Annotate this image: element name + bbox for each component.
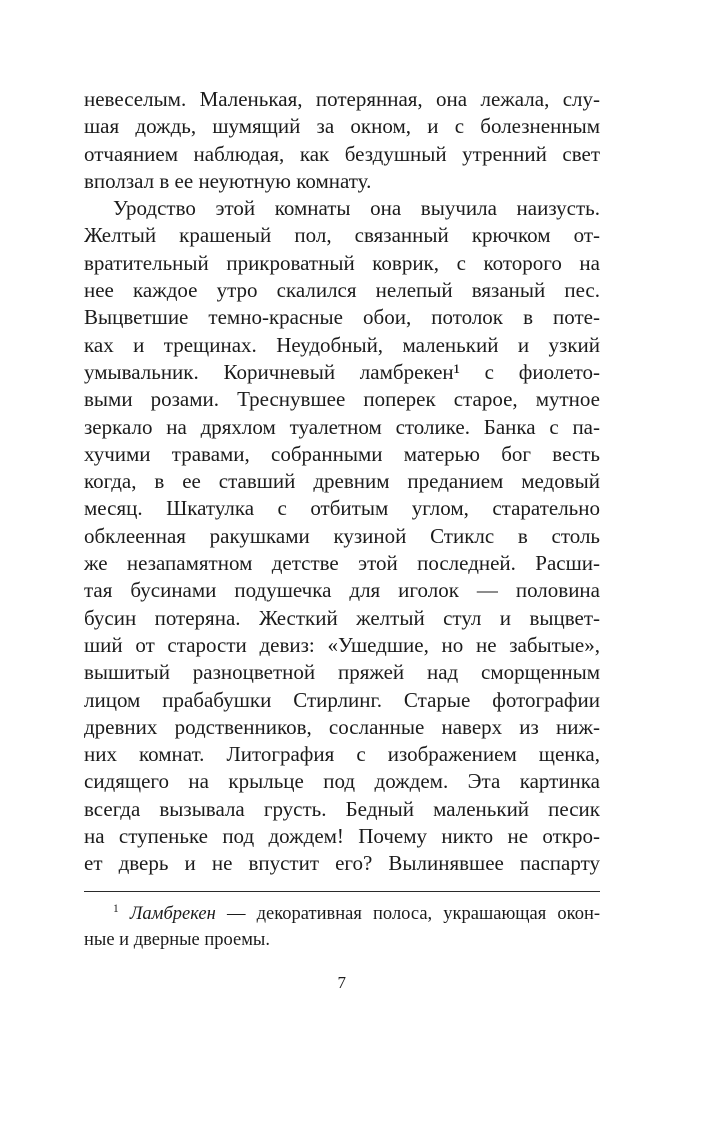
text-line: зеркало на дряхлом туалетном столике. Банка с па-	[84, 414, 600, 439]
text-line: ший от старости девиз: «Ушедшие, но не забытые»,	[84, 632, 600, 657]
footnote-term: Ламбрекен	[129, 903, 216, 924]
footnote-line: ные и дверные проемы.	[84, 929, 270, 950]
text-line: них комнат. Литография с изображением щенка,	[84, 742, 600, 767]
text-line: Уродство этой комнаты она выучила наизусть.	[113, 196, 600, 221]
text-line: невеселым. Маленькая, потерянная, она лежала, слу-	[84, 87, 600, 111]
text-line: ках и трещинах. Неудобный, маленький и узкий	[84, 332, 600, 357]
text-line: всегда вызывала грусть. Бедный маленький песик	[84, 796, 600, 821]
text-line: бусин потеряна. Жесткий желтый стул и выцвет-	[84, 605, 600, 630]
text-line: вползал в ее неуютную комнату.	[84, 168, 372, 193]
footnote-line	[84, 901, 600, 927]
text-line: сидящего на крыльце под дождем. Эта картинка	[84, 769, 600, 794]
page-number: 7	[337, 972, 347, 992]
text-line: ет дверь и не впустит его? Вылинявшее паспарту	[84, 851, 600, 876]
text-line: вратительный прикроватный коврик, с которого на	[84, 250, 600, 275]
text-line: обклеенная ракушками кузиной Стиклс в столь	[84, 523, 600, 548]
text-line: хучими травами, собранными матерью бог весть	[84, 441, 600, 466]
text-line: умывальник. Коричневый ламбрекен¹ с фиолето-	[84, 359, 600, 384]
text-line: лицом прабабушки Стирлинг. Старые фотографии	[84, 687, 600, 712]
text-line: отчаянием наблюдая, как бездушный утренний свет	[84, 141, 600, 166]
text-column	[84, 86, 600, 996]
footnote-rule	[84, 891, 600, 892]
footnote-text: — декоративная полоса, украшающая окон-	[226, 903, 601, 924]
text-line: нее каждое утро скалился нелепый вязаный пес.	[84, 278, 600, 303]
text-line: Выцветшие темно-красные обои, потолок в поте-	[84, 305, 600, 330]
text-line: выми розами. Треснувшее поперек старое, мутное	[84, 387, 600, 412]
text-line: древних родственников, сосланные наверх из ниж-	[84, 714, 600, 739]
text-line: тая бусинами подушечка для иголок — половина	[84, 578, 600, 603]
text-line: шая дождь, шумящий за окном, и с болезненным	[84, 114, 600, 139]
text-line: вышитый разноцветной пряжей над сморщенным	[84, 660, 600, 685]
text-line: на ступеньке под дождем! Почему никто не откро-	[84, 824, 600, 849]
footnote	[84, 901, 600, 953]
paragraph-room-description	[84, 195, 600, 877]
text-line: когда, в ее ставший древним преданием медовый	[84, 469, 600, 494]
text-line: же незапамятном детстве этой последней. Расши-	[84, 551, 600, 576]
footnote-marker: 1	[113, 902, 119, 915]
paragraph-continuation	[84, 86, 600, 195]
text-line: месяц. Шкатулка с отбитым углом, старательно	[84, 496, 600, 521]
text-line: Желтый крашеный пол, связанный крючком от-	[84, 223, 600, 248]
